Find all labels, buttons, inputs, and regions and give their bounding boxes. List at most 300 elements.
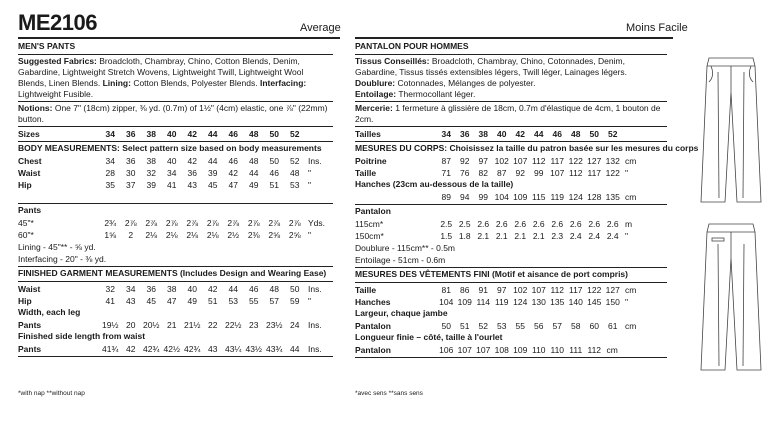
table-cell: 35 [105, 179, 115, 190]
table-cell: 2.6 [606, 218, 619, 229]
table-cell: 132 [605, 155, 620, 166]
table-cell: 102 [494, 155, 509, 166]
row-label: Pants [18, 343, 42, 354]
table-cell: 32 [105, 283, 115, 294]
table-cell: 2.6 [569, 218, 582, 229]
unit-label: Ins. [308, 283, 322, 294]
table-cell: 42¾ [142, 343, 160, 354]
interfacing-text-fr: Thermocollant léger. [398, 89, 476, 99]
divider [18, 281, 333, 282]
lining-text-en: Cotton Blends, Polyester Blends. [133, 78, 258, 88]
table-cell: 53 [497, 320, 507, 331]
unit-label: Ins. [308, 319, 322, 330]
table-cell: 50 [290, 283, 300, 294]
divider [18, 54, 333, 55]
interfacing-yardage-fr: Entoilage - 51cm - 0.6m [355, 254, 446, 265]
row-label: 150cm* [355, 230, 384, 241]
finished-measurements-header-fr: MESURES DES VÊTEMENTS FINI (Motif et aisance de port compris) [355, 269, 628, 279]
unit-label: Ins. [308, 155, 322, 166]
table-cell: 36 [146, 283, 156, 294]
table-cell: 47 [167, 295, 177, 306]
table-cell: 2.6 [588, 218, 601, 229]
divider [355, 204, 667, 205]
table-cell: 40 [187, 283, 197, 294]
lining-text-fr: Cotonnades, Mélanges de polyester. [397, 78, 536, 88]
unit-label: " [308, 179, 312, 190]
difficulty-level-en: Average [300, 22, 341, 34]
divider [18, 101, 333, 102]
table-cell: 50 [441, 320, 451, 331]
table-cell: 110 [550, 344, 565, 355]
body-measurements-table-fr [355, 155, 667, 179]
table-cell: 22½ [224, 319, 242, 330]
table-cell: 2⅞ [247, 217, 260, 228]
table-cell: 20 [126, 319, 136, 330]
table-cell: 127 [587, 155, 602, 166]
table-cell: 47 [228, 179, 238, 190]
table-cell: 114 [476, 296, 491, 307]
body-measurements-table-en [18, 155, 333, 191]
divider [355, 267, 667, 268]
interfacing-text-en: Lightweight Fusible. [18, 89, 94, 99]
yardage-table-fr [355, 218, 667, 242]
table-cell: 42 [126, 343, 136, 354]
table-cell: 2⅞ [206, 217, 219, 228]
unit-label: " [625, 167, 629, 178]
unit-label: cm [625, 320, 637, 331]
unit-label: cm [625, 191, 637, 202]
table-cell: 2.4 [606, 230, 619, 241]
table-cell: 112 [531, 155, 546, 166]
sizes-row-fr [355, 128, 667, 140]
garment-title-fr: PANTALON POUR HOMMES [355, 41, 469, 51]
table-cell: 107 [476, 344, 491, 355]
table-cell: 99 [534, 167, 544, 178]
table-cell: 2⅞ [165, 217, 178, 228]
table-cell: 52 [290, 155, 300, 166]
front-view-pants-drawing [701, 58, 761, 202]
row-label: Waist [18, 167, 41, 178]
row-label: Pantalon [355, 344, 391, 355]
table-cell: 46 [228, 155, 238, 166]
unit-label: Ins. [308, 343, 322, 354]
table-cell: 2.6 [477, 218, 490, 229]
sizes-row-en [18, 128, 333, 140]
table-cell: 42½ [163, 343, 181, 354]
table-cell: 44 [534, 128, 544, 139]
row-label: 60"* [18, 229, 34, 240]
table-cell: 2.6 [551, 218, 564, 229]
row-label: Tailles [355, 128, 381, 139]
lining-label-en: Lining: [102, 78, 131, 88]
back-view-pants-drawing [701, 224, 761, 370]
leg-width-label-fr: Largeur, chaque jambe [355, 308, 448, 318]
table-cell: 2 [128, 229, 134, 240]
lining-label-fr: Doublure: [355, 78, 396, 88]
table-cell: 48 [290, 167, 300, 178]
table-cell: 135 [550, 296, 565, 307]
table-cell: 2.1 [532, 230, 545, 241]
finished-measurements-table-fr [355, 284, 667, 308]
table-cell: 124 [513, 296, 528, 307]
table-cell: 108 [494, 344, 509, 355]
table-cell: 51 [208, 295, 218, 306]
table-row [355, 344, 667, 356]
table-cell: 110 [531, 344, 546, 355]
finished-measurements-table-en [18, 283, 333, 307]
table-cell: 127 [605, 284, 620, 295]
fabrics-text-fr: Broadcloth, Chambray, Chino, Cotonnades, Denim, Gabardine, Tissus tissés extensibles légers, Twill léger, Lainages légers. [355, 56, 627, 77]
divider [355, 126, 667, 127]
row-label: Taille [355, 167, 377, 178]
table-cell: 124 [568, 191, 583, 202]
table-cell: 2.6 [495, 218, 508, 229]
table-cell: 44 [208, 128, 218, 139]
table-row [18, 167, 333, 179]
table-cell: 128 [587, 191, 602, 202]
fabrics-paragraph-fr [355, 56, 667, 89]
table-cell: 42¾ [183, 343, 201, 354]
table-cell: 40 [167, 128, 177, 139]
table-row [18, 319, 333, 331]
table-cell: 30 [126, 167, 136, 178]
table-cell: 42 [515, 128, 525, 139]
table-cell: 145 [587, 296, 602, 307]
table-cell: 109 [513, 191, 528, 202]
table-cell: 43 [187, 179, 197, 190]
table-cell: 2⅛ [206, 229, 219, 240]
table-cell: 38 [146, 155, 156, 166]
unit-label: " [308, 229, 312, 240]
table-cell: 2.1 [514, 230, 527, 241]
table-cell: 39 [208, 167, 218, 178]
table-cell: 94 [460, 191, 470, 202]
row-label: 115cm* [355, 218, 384, 229]
table-cell: 130 [531, 296, 546, 307]
table-cell: 1⅝ [104, 229, 117, 240]
table-cell: 112 [587, 344, 602, 355]
table-cell: 119 [550, 191, 565, 202]
row-label: Pants [18, 319, 42, 330]
divider [18, 356, 333, 357]
table-cell: 44 [208, 155, 218, 166]
table-cell: 122 [568, 155, 583, 166]
table-row [355, 320, 667, 332]
table-cell: 117 [587, 167, 602, 178]
leg-width-table-fr [355, 320, 667, 332]
table-cell: 38 [167, 283, 177, 294]
table-cell: 24 [290, 319, 300, 330]
unit-label: " [308, 167, 312, 178]
table-cell: 150 [605, 296, 620, 307]
row-label: Hanches [355, 296, 391, 307]
unit-label: cm [606, 344, 618, 355]
table-cell: 36 [460, 128, 470, 139]
table-cell: 61 [608, 320, 618, 331]
table-cell: 2⅞ [227, 217, 240, 228]
fabrics-label-fr: Tissus Conseillés: [355, 56, 430, 66]
table-cell: 115 [531, 191, 546, 202]
table-cell: 48 [249, 155, 259, 166]
table-cell: 28 [105, 167, 115, 178]
table-cell: 50 [589, 128, 599, 139]
hip-label-fr: Hanches (23cm au-dessous de la taille) [355, 179, 514, 189]
table-cell: 36 [126, 128, 136, 139]
side-length-label-en: Finished side length from waist [18, 331, 146, 341]
fabrics-label-en: Suggested Fabrics: [18, 56, 97, 66]
table-cell: 44 [290, 343, 300, 354]
table-cell: 2.3 [551, 230, 564, 241]
row-label: Hip [18, 295, 32, 306]
table-cell: 49 [249, 179, 259, 190]
table-cell: 22 [208, 319, 218, 330]
table-row [18, 295, 333, 307]
fabrics-paragraph-en [18, 56, 333, 100]
table-cell: 42 [228, 167, 238, 178]
unit-label: " [625, 296, 629, 307]
table-cell: 55 [515, 320, 525, 331]
table-cell: 2⅜ [247, 229, 260, 240]
lining-yardage-en: Lining - 45"** - ⅝ yd. [18, 241, 96, 252]
table-cell: 76 [460, 167, 470, 178]
table-cell: 107 [457, 344, 472, 355]
table-cell: 43 [208, 343, 218, 354]
divider [18, 126, 333, 127]
table-cell: 50 [269, 155, 279, 166]
table-cell: 112 [550, 284, 565, 295]
divider [18, 203, 333, 204]
table-cell: 2½ [227, 229, 240, 240]
table-cell: 59 [290, 295, 300, 306]
lining-yardage-fr: Doublure - 115cm** - 0.5m [355, 242, 455, 253]
table-cell: 42 [208, 283, 218, 294]
table-cell: 36 [126, 155, 136, 166]
table-cell: 82 [478, 167, 488, 178]
pattern-code: ME2106 [18, 10, 97, 35]
table-cell: 112 [568, 167, 583, 178]
table-row [18, 128, 333, 140]
row-label: Pantalon [355, 320, 391, 331]
french-column [355, 40, 699, 359]
technical-drawings [695, 52, 767, 382]
unit-label: Yds. [308, 217, 326, 228]
notions-paragraph-fr [355, 103, 667, 125]
table-cell: 23 [249, 319, 259, 330]
table-cell: 140 [568, 296, 583, 307]
table-cell: 32 [146, 167, 156, 178]
table-cell: 89 [441, 191, 451, 202]
table-cell: 43½ [245, 343, 263, 354]
header-rule-fr [355, 37, 673, 39]
hip-table-fr [355, 191, 667, 203]
table-cell: 117 [550, 155, 565, 166]
table-cell: 34 [105, 155, 115, 166]
table-cell: 2⅝ [288, 229, 301, 240]
table-cell: 46 [269, 167, 279, 178]
table-cell: 48 [249, 128, 259, 139]
body-measurements-header-en: BODY MEASUREMENTS: Select pattern size based on body measurements [18, 143, 322, 153]
divider [355, 282, 667, 283]
table-row [355, 191, 667, 203]
table-cell: 119 [494, 296, 509, 307]
table-cell: 53 [228, 295, 238, 306]
table-cell: 50 [269, 128, 279, 139]
table-cell: 2.5 [458, 218, 471, 229]
table-cell: 107 [513, 155, 528, 166]
table-cell: 2¾ [104, 217, 117, 228]
unit-label: cm [625, 284, 637, 295]
table-cell: 91 [478, 284, 488, 295]
table-cell: 87 [441, 155, 451, 166]
table-cell: 45 [208, 179, 218, 190]
unit-label: cm [625, 155, 637, 166]
table-cell: 40 [167, 155, 177, 166]
table-row [355, 284, 667, 296]
table-cell: 57 [269, 295, 279, 306]
table-cell: 19½ [101, 319, 119, 330]
table-row [18, 217, 333, 229]
table-row [355, 218, 667, 230]
table-cell: 109 [457, 296, 472, 307]
table-row [18, 155, 333, 167]
table-row [18, 283, 333, 295]
header-rule-en [18, 37, 340, 39]
table-cell: 2⅛ [186, 229, 199, 240]
table-cell: 60 [589, 320, 599, 331]
notions-text-fr: 1 fermeture à glissière de 18cm, 0.7m d'élastique de 4cm, 1 bouton de 2cm. [355, 103, 661, 124]
table-cell: 43 [126, 295, 136, 306]
garment-title-en: MEN'S PANTS [18, 41, 76, 51]
table-cell: 34 [441, 128, 451, 139]
row-label: Chest [18, 155, 42, 166]
table-cell: 107 [550, 167, 565, 178]
table-cell: 42 [187, 128, 197, 139]
table-cell: 86 [460, 284, 470, 295]
table-cell: 44 [228, 283, 238, 294]
table-cell: 52 [608, 128, 618, 139]
interfacing-yardage-en: Interfacing - 20" - ⅜ yd. [18, 253, 107, 264]
table-row [355, 167, 667, 179]
table-cell: 41 [167, 179, 177, 190]
table-cell: 2⅛ [165, 229, 178, 240]
table-cell: 102 [513, 284, 528, 295]
table-cell: 21 [167, 319, 177, 330]
pants-yardage-label-en: Pants [18, 205, 42, 215]
row-label: Poitrine [355, 155, 387, 166]
yardage-table-en [18, 217, 333, 241]
table-cell: 2⅞ [186, 217, 199, 228]
table-cell: 2.4 [569, 230, 582, 241]
table-cell: 51 [460, 320, 470, 331]
table-cell: 36 [187, 167, 197, 178]
table-cell: 34 [105, 128, 115, 139]
row-label: 45"* [18, 217, 34, 228]
table-cell: 97 [497, 284, 507, 295]
table-cell: 2⅞ [268, 217, 281, 228]
table-row [18, 229, 333, 241]
table-cell: 2.1 [495, 230, 508, 241]
table-cell: 52 [478, 320, 488, 331]
english-column [18, 40, 333, 358]
table-row [355, 230, 667, 242]
divider [355, 101, 667, 102]
divider [18, 266, 333, 267]
table-cell: 2⅞ [288, 217, 301, 228]
table-cell: 44 [249, 167, 259, 178]
table-cell: 34 [167, 167, 177, 178]
table-cell: 37 [126, 179, 136, 190]
table-row [18, 179, 333, 191]
table-cell: 48 [269, 283, 279, 294]
table-row [355, 296, 667, 308]
table-cell: 104 [439, 296, 454, 307]
table-cell: 52 [290, 128, 300, 139]
difficulty-level-fr: Moins Facile [626, 22, 688, 34]
table-row [355, 155, 667, 167]
unit-label: m [625, 218, 633, 229]
table-cell: 2⅛ [145, 229, 158, 240]
table-cell: 38 [478, 128, 488, 139]
table-cell: 1.5 [440, 230, 453, 241]
table-cell: 2⅝ [268, 229, 281, 240]
table-cell: 97 [478, 155, 488, 166]
row-label: Hip [18, 179, 32, 190]
table-cell: 46 [249, 283, 259, 294]
table-cell: 56 [534, 320, 544, 331]
table-cell: 38 [146, 128, 156, 139]
row-label: Sizes [18, 128, 40, 139]
footnote-en: *with nap **without nap [18, 390, 85, 397]
unit-label: " [625, 230, 629, 241]
table-cell: 2.4 [588, 230, 601, 241]
table-row [355, 128, 667, 140]
side-length-table-fr [355, 344, 667, 356]
interfacing-label-en: Interfacing: [259, 78, 307, 88]
fabrics-text-en: Broadcloth, Chambray, Chino, Cotton Blends, Denim, Gabardine, Lightweight Stretch Wovens, Lightweight Twill, Lightweight Wool Blends, Linen Blends. [18, 56, 304, 88]
table-cell: 57 [552, 320, 562, 331]
table-cell: 122 [605, 167, 620, 178]
table-cell: 43¼ [224, 343, 242, 354]
table-cell: 87 [497, 167, 507, 178]
table-cell: 49 [187, 295, 197, 306]
table-cell: 107 [531, 284, 546, 295]
interfacing-paragraph-fr [355, 89, 667, 100]
footnote-fr: *avec sens **sans sens [355, 390, 423, 397]
pants-yardage-label-fr: Pantalon [355, 206, 391, 216]
table-cell: 1.8 [458, 230, 471, 241]
notions-label-fr: Mercerie: [355, 103, 393, 113]
table-cell: 2.1 [477, 230, 490, 241]
table-cell: 23½ [265, 319, 283, 330]
table-cell: 92 [460, 155, 470, 166]
table-cell: 135 [605, 191, 620, 202]
divider [355, 54, 667, 55]
table-cell: 45 [146, 295, 156, 306]
table-cell: 34 [126, 283, 136, 294]
divider [355, 141, 667, 142]
divider [355, 357, 667, 358]
interfacing-label-fr: Entoilage: [355, 89, 397, 99]
table-cell: 81 [441, 284, 451, 295]
table-cell: 109 [513, 344, 528, 355]
table-cell: 2.5 [440, 218, 453, 229]
table-cell: 104 [494, 191, 509, 202]
table-cell: 2⅞ [124, 217, 137, 228]
notions-paragraph-en [18, 103, 333, 125]
unit-label: " [308, 295, 312, 306]
divider [18, 141, 333, 142]
table-cell: 41¾ [101, 343, 119, 354]
